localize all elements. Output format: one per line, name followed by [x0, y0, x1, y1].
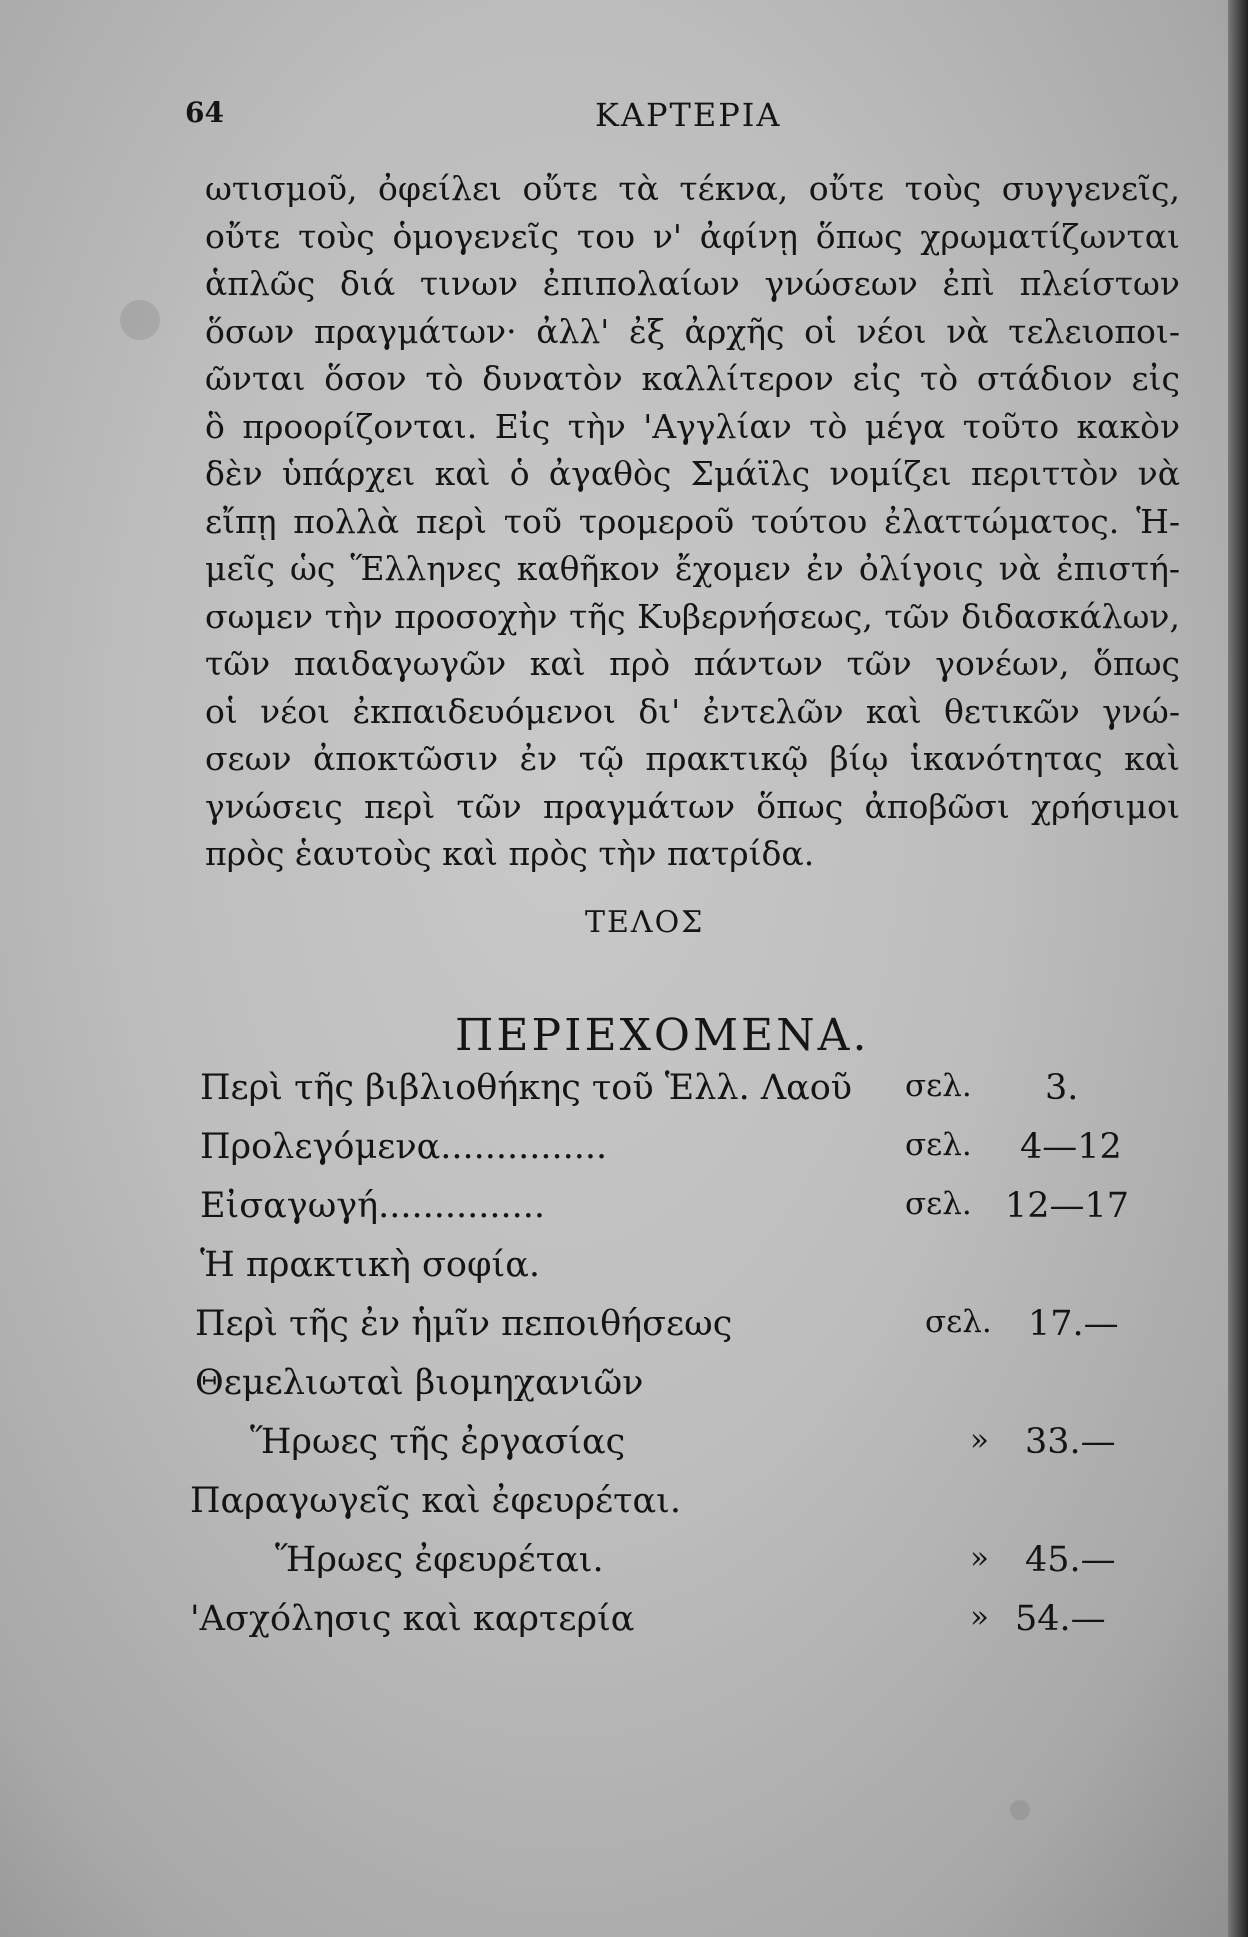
- running-title: ΚΑΡΤΕΡΙΑ: [595, 96, 782, 134]
- toc-entry-pages: 45.—: [1025, 1540, 1116, 1580]
- toc-entry: [190, 1363, 1170, 1422]
- body-line: εἴπῃ πολλὰ περὶ τοῦ τρομεροῦ τούτου ἐλαττώματος. Ἡ-: [205, 501, 1180, 541]
- toc-entry-label: »: [970, 1540, 989, 1576]
- contents-title: ΠΕΡΙΕΧΟΜΕΝΑ.: [455, 1010, 870, 1061]
- toc-entry: [190, 1422, 1170, 1481]
- toc-entry-pages: 17.—: [1028, 1304, 1119, 1344]
- body-line: σωμεν τὴν προσοχὴν τῆς Κυβερνήσεως, τῶν διδασκάλων,: [205, 596, 1180, 636]
- toc-entry: [190, 1068, 1170, 1127]
- body-line: γνώσεις περὶ τῶν πραγμάτων ὅπως ἀποβῶσι χρήσιμοι: [205, 786, 1180, 826]
- body-line: ὅσων πραγμάτων· ἀλλ' ἐξ ἀρχῆς οἱ νέοι νὰ τελειοποι-: [205, 311, 1180, 351]
- toc-entry-pages: 3.: [1045, 1068, 1079, 1108]
- body-line: τῶν παιδαγωγῶν καὶ πρὸ πάντων τῶν γονέων, ὅπως: [205, 644, 1180, 683]
- toc-entry: [190, 1540, 1170, 1599]
- page-header: [185, 96, 1145, 146]
- toc-entry: [190, 1481, 1170, 1540]
- toc-entry-title: Περὶ τῆς ἐν ἡμῖν πεποιθήσεως: [195, 1304, 733, 1344]
- body-line: σεων ἀποκτῶσιν ἐν τῷ πρακτικῷ βίῳ ἱκανότητας καὶ: [205, 739, 1180, 778]
- toc-entry-title: Θεμελιωταὶ βιομηχανιῶν: [195, 1363, 644, 1403]
- toc-entry-title: Προλεγόμενα...............: [200, 1127, 608, 1167]
- toc-entry-label: σελ.: [905, 1186, 972, 1222]
- paper-stain: [120, 300, 160, 340]
- body-line: ῶνται ὅσον τὸ δυνατὸν καλλίτερον εἰς τὸ στάδιον εἰς: [205, 359, 1180, 398]
- toc-entry-label: »: [970, 1422, 989, 1458]
- toc-entry-title: Ἡ πρακτικὴ σοφία.: [200, 1245, 540, 1285]
- toc-entry: [190, 1186, 1170, 1245]
- toc-entry-label: σελ.: [925, 1304, 992, 1340]
- body-line: μεῖς ὡς Ἕλληνες καθῆκον ἔχομεν ἐν ὀλίγοις νὰ ἐπιστή-: [205, 549, 1180, 588]
- toc-entry-pages: 4—12: [1020, 1127, 1122, 1167]
- toc-entry-title: Ἥρωες ἐφευρέται.: [275, 1540, 604, 1580]
- table-of-contents: [190, 1068, 1170, 1658]
- toc-entry: [190, 1599, 1170, 1658]
- body-line: δὲν ὑπάρχει καὶ ὁ ἀγαθὸς Σμάϊλς νομίζει περιττὸν νὰ: [205, 454, 1180, 493]
- toc-entry: [190, 1245, 1170, 1304]
- body-line: οὔτε τοὺς ὁμογενεῖς του ν' ἀφίνῃ ὅπως χρωματίζωνται: [205, 216, 1180, 256]
- end-mark: ΤΕΛΟΣ: [585, 905, 705, 940]
- body-line: ἁπλῶς διά τινων ἐπιπολαίων γνώσεων ἐπὶ πλείστων: [205, 264, 1180, 303]
- body-line: πρὸς ἑαυτοὺς καὶ πρὸς τὴν πατρίδα.: [205, 834, 815, 873]
- body-text: [205, 165, 1180, 878]
- page-edge-shadow: [1228, 0, 1248, 1937]
- toc-entry-title: Ἥρωες τῆς ἐργασίας: [250, 1422, 626, 1462]
- body-line: ὃ προορίζονται. Εἰς τὴν 'Αγγλίαν τὸ μέγα τοῦτο κακὸν: [205, 406, 1180, 446]
- toc-entry-title: Παραγωγεῖς καὶ ἐφευρέται.: [190, 1481, 681, 1521]
- toc-entry-pages: 12—17: [1005, 1186, 1130, 1226]
- toc-entry-pages: 33.—: [1025, 1422, 1116, 1462]
- toc-entry: [190, 1304, 1170, 1363]
- toc-entry-label: σελ.: [905, 1068, 972, 1104]
- toc-entry: [190, 1127, 1170, 1186]
- page-number: 64: [185, 96, 224, 129]
- toc-entry-label: »: [970, 1599, 989, 1635]
- paper-stain: [1010, 1800, 1030, 1820]
- body-line: οἱ νέοι ἐκπαιδευόμενοι δι' ἐντελῶν καὶ θετικῶν γνώ-: [205, 691, 1180, 731]
- toc-entry-title: Περὶ τῆς βιβλιοθήκης τοῦ Ἑλλ. Λαοῦ: [200, 1068, 853, 1108]
- toc-entry-pages: 54.—: [1015, 1599, 1106, 1639]
- toc-entry-title: Εἰσαγωγή...............: [200, 1186, 546, 1226]
- body-line: ωτισμοῦ, ὀφείλει οὔτε τὰ τέκνα, οὔτε τοὺς συγγενεῖς,: [205, 169, 1180, 208]
- toc-entry-label: σελ.: [905, 1127, 972, 1163]
- toc-entry-title: 'Ασχόλησις καὶ καρτερία: [190, 1599, 635, 1639]
